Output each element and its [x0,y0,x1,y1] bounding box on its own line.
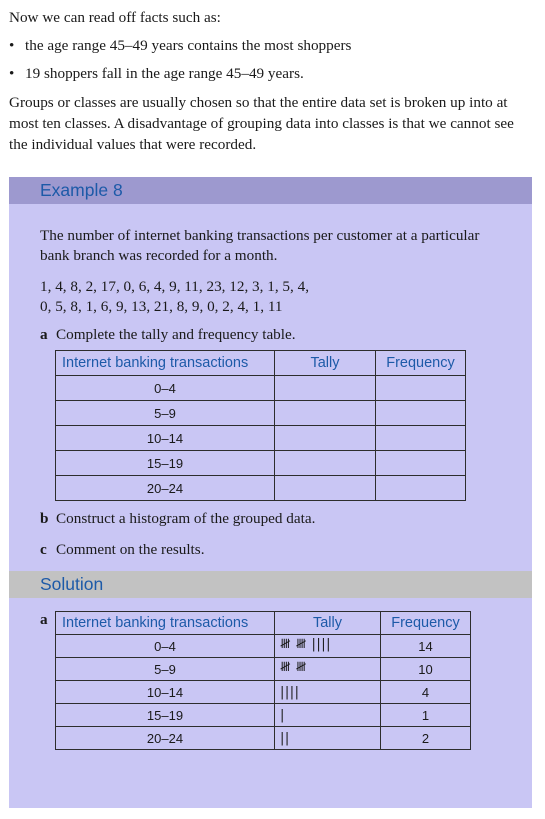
tally-marks: |||| [275,681,381,704]
table-row: 0–4 [56,376,466,401]
question-b: b Construct a histogram of the grouped data. [40,510,316,527]
table-row: 5–9 [56,401,466,426]
bullet-list [9,36,529,84]
blank-tally-table [55,350,466,501]
data-line-2: 0, 5, 8, 1, 6, 9, 13, 21, 8, 9, 0, 2, 4, 1, 11 [40,298,283,315]
bullet-item: • the age range 45–49 years contains the most shoppers [9,37,352,54]
bullet-dot-icon: • [9,65,15,82]
table-header-row [56,351,466,376]
table-row: 20–24 || 2 [56,727,471,750]
solution-part-a-letter: a [40,611,48,628]
header-tally: Tally [275,612,381,635]
header-frequency: Frequency [376,351,466,376]
table-row: 0–4 𝍸 𝍸 |||| 14 [56,635,471,658]
header-tally: Tally [275,351,376,376]
intro-lead: Now we can read off facts such as: [9,9,221,26]
table-row: 10–14 |||| 4 [56,681,471,704]
table-row: 15–19 | 1 [56,704,471,727]
example-box [9,177,532,808]
question-a: a Complete the tally and frequency table. [40,326,296,343]
table-row: 5–9 𝍸 𝍸 10 [56,658,471,681]
table-row: 10–14 [56,426,466,451]
intro-section [9,8,529,155]
bullet-item: • 19 shoppers fall in the age range 45–49 years. [9,65,304,82]
example-description: The number of internet banking transactions per customer at a particular bank branch was recorded for a month. [40,227,480,264]
example-title: Example 8 [9,177,532,204]
header-transactions: Internet banking transactions [56,351,275,376]
solution-tally-table [55,611,471,750]
table-header-row [56,612,471,635]
tally-marks: | [275,704,381,727]
table-row: 15–19 [56,451,466,476]
table-row: 20–24 [56,476,466,501]
header-transactions: Internet banking transactions [56,612,275,635]
solution-title: Solution [9,571,532,598]
data-line-1: 1, 4, 8, 2, 17, 0, 6, 4, 9, 11, 23, 12, 3, 1, 5, 4, [40,278,310,295]
tally-marks: || [275,727,381,750]
example-body [40,226,510,345]
bullet-dot-icon: • [9,37,15,54]
header-frequency: Frequency [381,612,471,635]
questions-bc [40,509,510,560]
tally-marks: 𝍸 𝍸 |||| [275,635,381,658]
question-c: c Comment on the results. [40,541,205,558]
intro-paragraph: Groups or classes are usually chosen so that the entire data set is broken up into at most ten classes. A disadvantage of grouping data into classes is that we cannot see the individual values that were recorded. [9,94,514,153]
tally-marks: 𝍸 𝍸 [275,658,381,681]
